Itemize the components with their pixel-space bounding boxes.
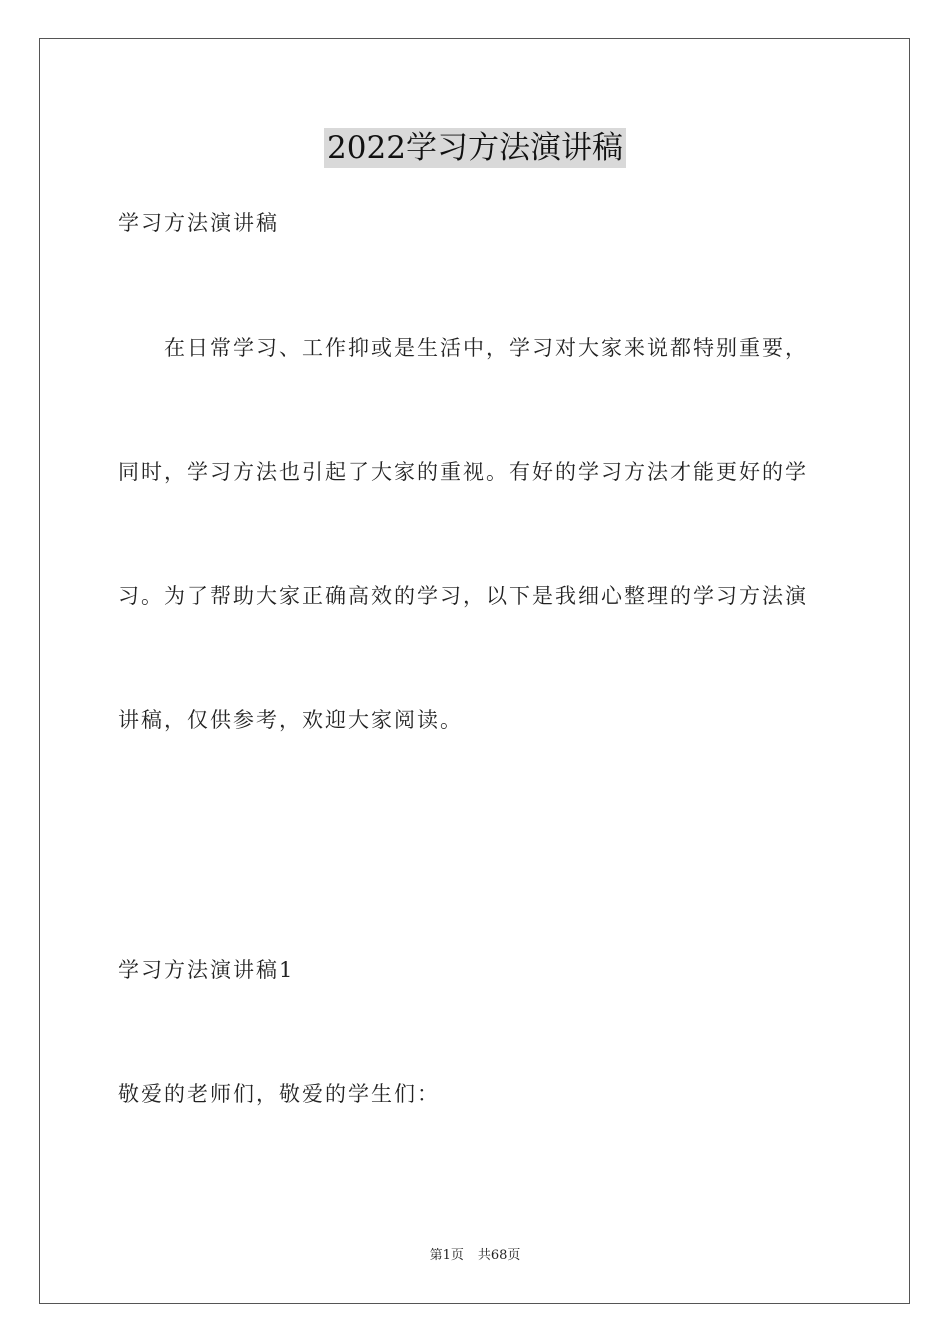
- document-subtitle: 学习方法演讲稿: [118, 211, 279, 235]
- document-title-text: 2022学习方法演讲稿: [324, 128, 626, 168]
- intro-line-2: 同时，学习方法也引起了大家的重视。有好的学习方法才能更好的学: [118, 460, 808, 484]
- page-number: 第1页: [429, 1248, 464, 1263]
- salutation: 敬爱的老师们，敬爱的学生们：: [118, 1082, 440, 1106]
- page-total: 共68页: [477, 1248, 521, 1263]
- intro-line-1: 在日常学习、工作抑或是生活中，学习对大家来说都特别重要，: [164, 336, 808, 360]
- document-title: [0, 128, 950, 168]
- intro-line-4: 讲稿，仅供参考，欢迎大家阅读。: [118, 708, 463, 732]
- page-footer: [0, 1247, 950, 1265]
- intro-line-3: 习。为了帮助大家正确高效的学习，以下是我细心整理的学习方法演: [118, 584, 808, 608]
- section-heading: 学习方法演讲稿1: [118, 958, 295, 982]
